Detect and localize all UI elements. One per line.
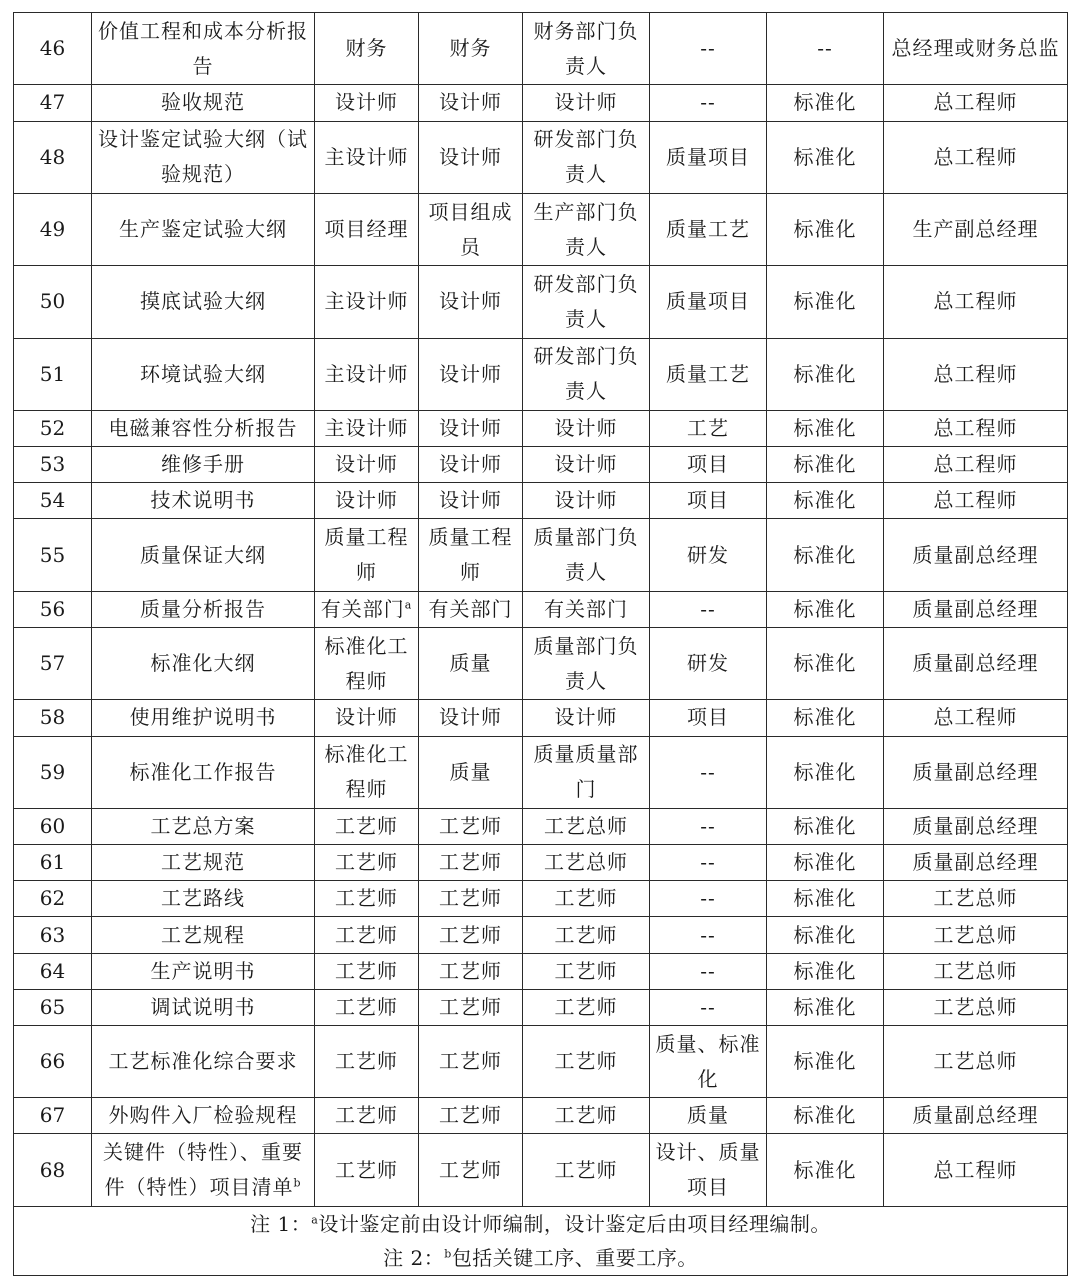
countersign-cell: -- [650,917,767,953]
review-cell: 设计师 [523,447,650,483]
review-cell: 财务部门负责人 [523,13,650,85]
table-row [14,13,1068,85]
proofread-cell: 有关部门 [419,591,523,627]
table-row [14,266,1068,338]
standardization-cell: 标准化 [767,591,884,627]
approve-cell: 质量副总经理 [884,808,1068,844]
compile-cell: 主设计师 [315,266,419,338]
number-cell: 62 [14,881,92,917]
number-cell: 67 [14,1098,92,1134]
proofread-cell: 工艺师 [419,1134,523,1207]
review-cell: 工艺总师 [523,845,650,881]
table-body [14,13,1068,1207]
review-cell: 质量质量部门 [523,736,650,808]
number-cell: 65 [14,989,92,1025]
number-cell: 56 [14,591,92,627]
review-cell: 设计师 [523,700,650,736]
countersign-cell: 项目 [650,447,767,483]
proofread-cell: 工艺师 [419,1098,523,1134]
table-row [14,736,1068,808]
document-name-cell: 关键件（特性）、重要件（特性）项目清单$^b$ [92,1134,315,1207]
document-name-cell: 环境试验大纲 [92,338,315,410]
number-cell: 60 [14,808,92,844]
document-name-cell: 生产鉴定试验大纲 [92,193,315,265]
table-row [14,193,1068,265]
standardization-cell: 标准化 [767,845,884,881]
proofread-cell: 设计师 [419,700,523,736]
table-row [14,121,1068,193]
table-row [14,591,1068,627]
table-row [14,700,1068,736]
standardization-cell: 标准化 [767,447,884,483]
countersign-cell: 质量 [650,1098,767,1134]
proofread-cell: 工艺师 [419,845,523,881]
review-cell: 工艺师 [523,881,650,917]
approve-cell: 总工程师 [884,1134,1068,1207]
review-cell: 设计师 [523,85,650,121]
standardization-cell: 标准化 [767,1134,884,1207]
number-cell: 48 [14,121,92,193]
number-cell: 59 [14,736,92,808]
countersign-cell: -- [650,808,767,844]
review-cell: 研发部门负责人 [523,121,650,193]
proofread-cell: 财务 [419,13,523,85]
countersign-cell: 质量项目 [650,121,767,193]
standardization-cell: -- [767,13,884,85]
proofread-cell: 设计师 [419,410,523,446]
standardization-cell: 标准化 [767,628,884,700]
table-row [14,845,1068,881]
compile-cell: 财务 [315,13,419,85]
proofread-cell: 设计师 [419,266,523,338]
standardization-cell: 标准化 [767,736,884,808]
approve-cell: 总经理或财务总监 [884,13,1068,85]
proofread-cell: 质量 [419,736,523,808]
responsibility-table [13,12,1068,1276]
document-name-cell: 设计鉴定试验大纲（试验规范） [92,121,315,193]
compile-cell: 标准化工程师 [315,736,419,808]
document-name-cell: 生产说明书 [92,953,315,989]
compile-cell: 工艺师 [315,1025,419,1097]
table-row [14,1025,1068,1097]
compile-cell: 工艺师 [315,881,419,917]
countersign-cell: -- [650,13,767,85]
number-cell: 50 [14,266,92,338]
standardization-cell: 标准化 [767,410,884,446]
compile-cell: 工艺师 [315,953,419,989]
proofread-cell: 工艺师 [419,989,523,1025]
compile-cell: 主设计师 [315,121,419,193]
document-name-cell: 摸底试验大纲 [92,266,315,338]
approve-cell: 总工程师 [884,483,1068,519]
countersign-cell: 质量、标准化 [650,1025,767,1097]
standardization-cell: 标准化 [767,989,884,1025]
standardization-cell: 标准化 [767,953,884,989]
compile-cell: 设计师 [315,447,419,483]
proofread-cell: 设计师 [419,85,523,121]
review-cell: 工艺师 [523,953,650,989]
proofread-cell: 设计师 [419,338,523,410]
countersign-cell: -- [650,989,767,1025]
proofread-cell: 工艺师 [419,953,523,989]
countersign-cell: -- [650,591,767,627]
document-name-cell: 质量分析报告 [92,591,315,627]
review-cell: 生产部门负责人 [523,193,650,265]
compile-cell: 标准化工程师 [315,628,419,700]
number-cell: 52 [14,410,92,446]
standardization-cell: 标准化 [767,881,884,917]
number-cell: 64 [14,953,92,989]
standardization-cell: 标准化 [767,85,884,121]
countersign-cell: -- [650,85,767,121]
document-name-cell: 技术说明书 [92,483,315,519]
table-row [14,338,1068,410]
compile-cell: 主设计师 [315,410,419,446]
approve-cell: 质量副总经理 [884,591,1068,627]
approve-cell: 质量副总经理 [884,519,1068,591]
approve-cell: 质量副总经理 [884,1098,1068,1134]
proofread-cell: 质量工程师 [419,519,523,591]
document-name-cell: 工艺路线 [92,881,315,917]
document-name-cell: 价值工程和成本分析报告 [92,13,315,85]
proofread-cell: 设计师 [419,447,523,483]
note-1: 注 1：$^a$设计鉴定前由设计师编制，设计鉴定后由项目经理编制。 [250,1212,831,1236]
table-row [14,881,1068,917]
approve-cell: 总工程师 [884,447,1068,483]
number-cell: 46 [14,13,92,85]
number-cell: 55 [14,519,92,591]
compile-cell: 工艺师 [315,917,419,953]
standardization-cell: 标准化 [767,121,884,193]
countersign-cell: -- [650,845,767,881]
review-cell: 工艺师 [523,917,650,953]
compile-cell: 设计师 [315,85,419,121]
review-cell: 设计师 [523,410,650,446]
countersign-cell: 研发 [650,628,767,700]
countersign-cell: -- [650,736,767,808]
document-name-cell: 工艺总方案 [92,808,315,844]
countersign-cell: 工艺 [650,410,767,446]
note-2: 注 2：$^b$包括关键工序、重要工序。 [383,1246,698,1270]
table-row [14,808,1068,844]
approve-cell: 总工程师 [884,410,1068,446]
proofread-cell: 工艺师 [419,917,523,953]
number-cell: 58 [14,700,92,736]
number-cell: 63 [14,917,92,953]
document-name-cell: 使用维护说明书 [92,700,315,736]
review-cell: 工艺师 [523,1098,650,1134]
review-cell: 研发部门负责人 [523,338,650,410]
number-cell: 61 [14,845,92,881]
table-row [14,410,1068,446]
countersign-cell: 质量工艺 [650,338,767,410]
standardization-cell: 标准化 [767,808,884,844]
approve-cell: 生产副总经理 [884,193,1068,265]
standardization-cell: 标准化 [767,700,884,736]
document-name-cell: 验收规范 [92,85,315,121]
approve-cell: 总工程师 [884,121,1068,193]
approve-cell: 总工程师 [884,266,1068,338]
table-row [14,1098,1068,1134]
table-row [14,85,1068,121]
approve-cell: 工艺总师 [884,989,1068,1025]
standardization-cell: 标准化 [767,1098,884,1134]
table-row [14,989,1068,1025]
standardization-cell: 标准化 [767,266,884,338]
review-cell: 有关部门 [523,591,650,627]
proofread-cell: 设计师 [419,483,523,519]
compile-cell: 工艺师 [315,989,419,1025]
number-cell: 47 [14,85,92,121]
proofread-cell: 工艺师 [419,881,523,917]
approve-cell: 工艺总师 [884,953,1068,989]
compile-cell: 质量工程师 [315,519,419,591]
table-row [14,628,1068,700]
number-cell: 66 [14,1025,92,1097]
document-name-cell: 质量保证大纲 [92,519,315,591]
document-name-cell: 工艺标准化综合要求 [92,1025,315,1097]
approve-cell: 质量副总经理 [884,628,1068,700]
proofread-cell: 项目组成员 [419,193,523,265]
document-name-cell: 外购件入厂检验规程 [92,1098,315,1134]
table-row [14,519,1068,591]
approve-cell: 总工程师 [884,338,1068,410]
proofread-cell: 质量 [419,628,523,700]
approve-cell: 质量副总经理 [884,736,1068,808]
document-name-cell: 电磁兼容性分析报告 [92,410,315,446]
review-cell: 工艺师 [523,1134,650,1207]
countersign-cell: 项目 [650,483,767,519]
number-cell: 49 [14,193,92,265]
approve-cell: 总工程师 [884,85,1068,121]
approve-cell: 工艺总师 [884,881,1068,917]
compile-cell: 有关部门$^a$ [315,591,419,627]
review-cell: 研发部门负责人 [523,266,650,338]
standardization-cell: 标准化 [767,193,884,265]
document-name-cell: 工艺规程 [92,917,315,953]
notes-row [14,1207,1068,1276]
review-cell: 质量部门负责人 [523,628,650,700]
standardization-cell: 标准化 [767,519,884,591]
document-name-cell: 维修手册 [92,447,315,483]
compile-cell: 工艺师 [315,845,419,881]
standardization-cell: 标准化 [767,338,884,410]
standardization-cell: 标准化 [767,917,884,953]
document-name-cell: 调试说明书 [92,989,315,1025]
review-cell: 工艺师 [523,989,650,1025]
proofread-cell: 工艺师 [419,1025,523,1097]
proofread-cell: 工艺师 [419,808,523,844]
countersign-cell: 设计、质量项目 [650,1134,767,1207]
approve-cell: 工艺总师 [884,917,1068,953]
countersign-cell: 研发 [650,519,767,591]
countersign-cell: 项目 [650,700,767,736]
countersign-cell: 质量工艺 [650,193,767,265]
table-row [14,1134,1068,1207]
countersign-cell: 质量项目 [650,266,767,338]
approve-cell: 工艺总师 [884,1025,1068,1097]
countersign-cell: -- [650,881,767,917]
review-cell: 设计师 [523,483,650,519]
document-name-cell: 工艺规范 [92,845,315,881]
number-cell: 51 [14,338,92,410]
compile-cell: 工艺师 [315,808,419,844]
number-cell: 53 [14,447,92,483]
standardization-cell: 标准化 [767,1025,884,1097]
approve-cell: 质量副总经理 [884,845,1068,881]
table-row [14,447,1068,483]
proofread-cell: 设计师 [419,121,523,193]
countersign-cell: -- [650,953,767,989]
compile-cell: 项目经理 [315,193,419,265]
table-row [14,483,1068,519]
number-cell: 57 [14,628,92,700]
number-cell: 54 [14,483,92,519]
approve-cell: 总工程师 [884,700,1068,736]
compile-cell: 主设计师 [315,338,419,410]
table-row [14,917,1068,953]
review-cell: 工艺师 [523,1025,650,1097]
compile-cell: 设计师 [315,700,419,736]
table-row [14,953,1068,989]
document-name-cell: 标准化工作报告 [92,736,315,808]
compile-cell: 工艺师 [315,1134,419,1207]
standardization-cell: 标准化 [767,483,884,519]
review-cell: 质量部门负责人 [523,519,650,591]
review-cell: 工艺总师 [523,808,650,844]
document-name-cell: 标准化大纲 [92,628,315,700]
notes-cell [14,1207,1068,1276]
compile-cell: 设计师 [315,483,419,519]
number-cell: 68 [14,1134,92,1207]
compile-cell: 工艺师 [315,1098,419,1134]
